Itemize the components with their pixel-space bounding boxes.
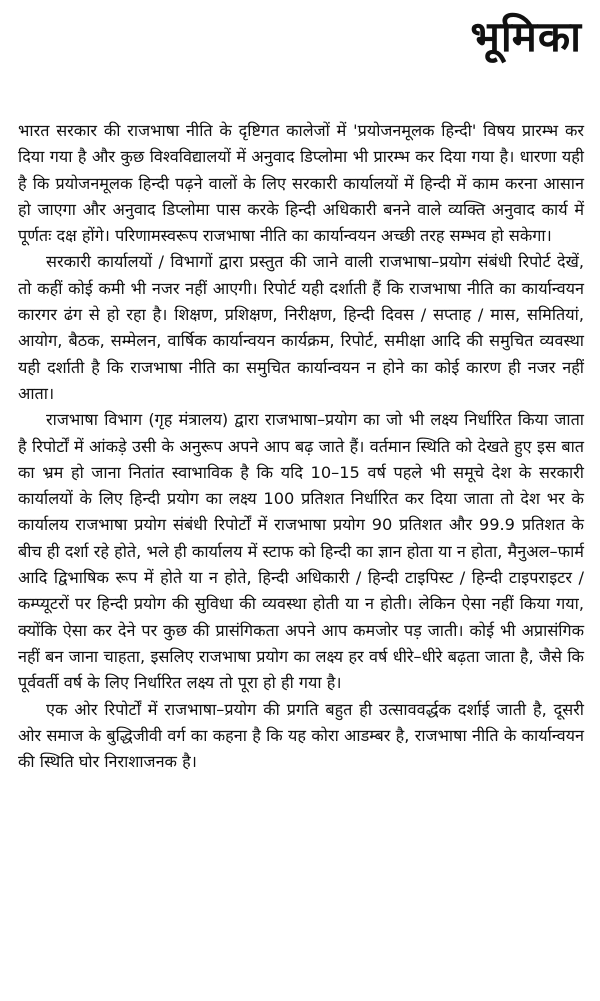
paragraph-2: सरकारी कार्यालयों / विभागों द्वारा प्रस्तुत की जाने वाली राजभाषा–प्रयोग संबंधी रिपोर्ट देखें, तो कहीं कोई कमी भी नजर नहीं आएगी। रिपोर्ट यही दर्शाती हैं कि राजभाषा नीति का कार्यान्वयन कारगर ढंग से हो रहा है। शिक्षण, प्रशिक्षण, निरीक्षण, हिन्दी दिवस / सप्ताह / मास, समितियां, आयोग, बैठक, सम्मेलन, वार्षिक कार्यान्वयन कार्यक्रम, रिपोर्ट, समीक्षा आदि की समुचित व्यवस्था यही दर्शाती है कि राजभाषा नीति का समुचित कार्यान्वयन न होने का कोई कारण ही नजर नहीं आता। bbox=[18, 252, 584, 403]
paragraph-4: एक ओर रिपोर्टों में राजभाषा–प्रयोग की प्रगति बहुत ही उत्साववर्द्धक दर्शाई जाती है, दूसरी ओर समाज के बुद्धिजीवी वर्ग का कहना है कि यह कोरा आडम्बर है, राजभाषा नीति के कार्यान्वयन की स्थिति घोर निराशाजनक है। bbox=[18, 699, 584, 772]
body-text bbox=[18, 118, 584, 775]
paragraph-1: भारत सरकार की राजभाषा नीति के दृष्टिगत कालेजों में 'प्रयोजनमूलक हिन्दी' विषय प्रारम्भ कर दिया गया है और कुछ विश्वविद्यालयों में अनुवाद डिप्लोमा भी प्रारम्भ कर दिया गया है। धारणा यही है कि प्रयोजनमूलक हिन्दी पढ़ने वालों के लिए सरकारी कार्यालयों में हिन्दी में काम करना आसान हो जाएगा और अनुवाद डिप्लोमा पास करके हिन्दी अधिकारी बनने वाले व्यक्ति अनुवाद कार्य में पूर्णतः दक्ष होंगे। परिणामस्वरूप राजभाषा नीति का कार्यान्वयन अच्छी तरह सम्भव हो सकेगा। bbox=[18, 121, 584, 246]
paragraph-3: राजभाषा विभाग (गृह मंत्रालय) द्वारा राजभाषा–प्रयोग का जो भी लक्ष्य निर्धारित किया जाता है रिपोर्टों में आंकड़े उसी के अनुरूप अपने आप बढ़ जाते हैं। वर्तमान स्थिति को देखते हुए इस बात का भ्रम हो जाना नितांत स्वाभाविक है कि यदि 10–15 वर्ष पहले भी समूचे देश के सरकारी कार्यालयों के लिए हिन्दी प्रयोग का लक्ष्य 100 प्रतिशत निर्धारित कर दिया जाता तो देश भर के कार्यालय राजभाषा प्रयोग संबंधी रिपोर्टों में राजभाषा प्रयोग 90 प्रतिशत और 99.9 प्रतिशत के बीच ही दर्शा रहे होते, भले ही कार्यालय में स्टाफ को हिन्दी का ज्ञान होता या न होता, मैनुअल–फार्म आदि द्विभाषिक रूप में होते या न होते, हिन्दी अधिकारी / हिन्दी टाइपिस्ट / हिन्दी टाइपराइटर / कम्प्यूटरों पर हिन्दी प्रयोग की सुविधा की व्यवस्था होती या न होती। लेकिन ऐसा नहीं किया गया, क्योंकि ऐसा कर देने पर कुछ की प्रासंगिकता अपने आप कमजोर पड़ जाती। कोई भी अप्रासंगिक नहीं बन जाना चाहता, इसलिए राजभाषा प्रयोग का लक्ष्य हर वर्ष धीरे–धीरे बढ़ता जाता है, जैसे कि पूर्ववर्ती वर्ष के लिए निर्धारित लक्ष्य तो पूरा हो ही गया है। bbox=[18, 410, 584, 693]
page-title: भूमिका bbox=[470, 12, 582, 61]
